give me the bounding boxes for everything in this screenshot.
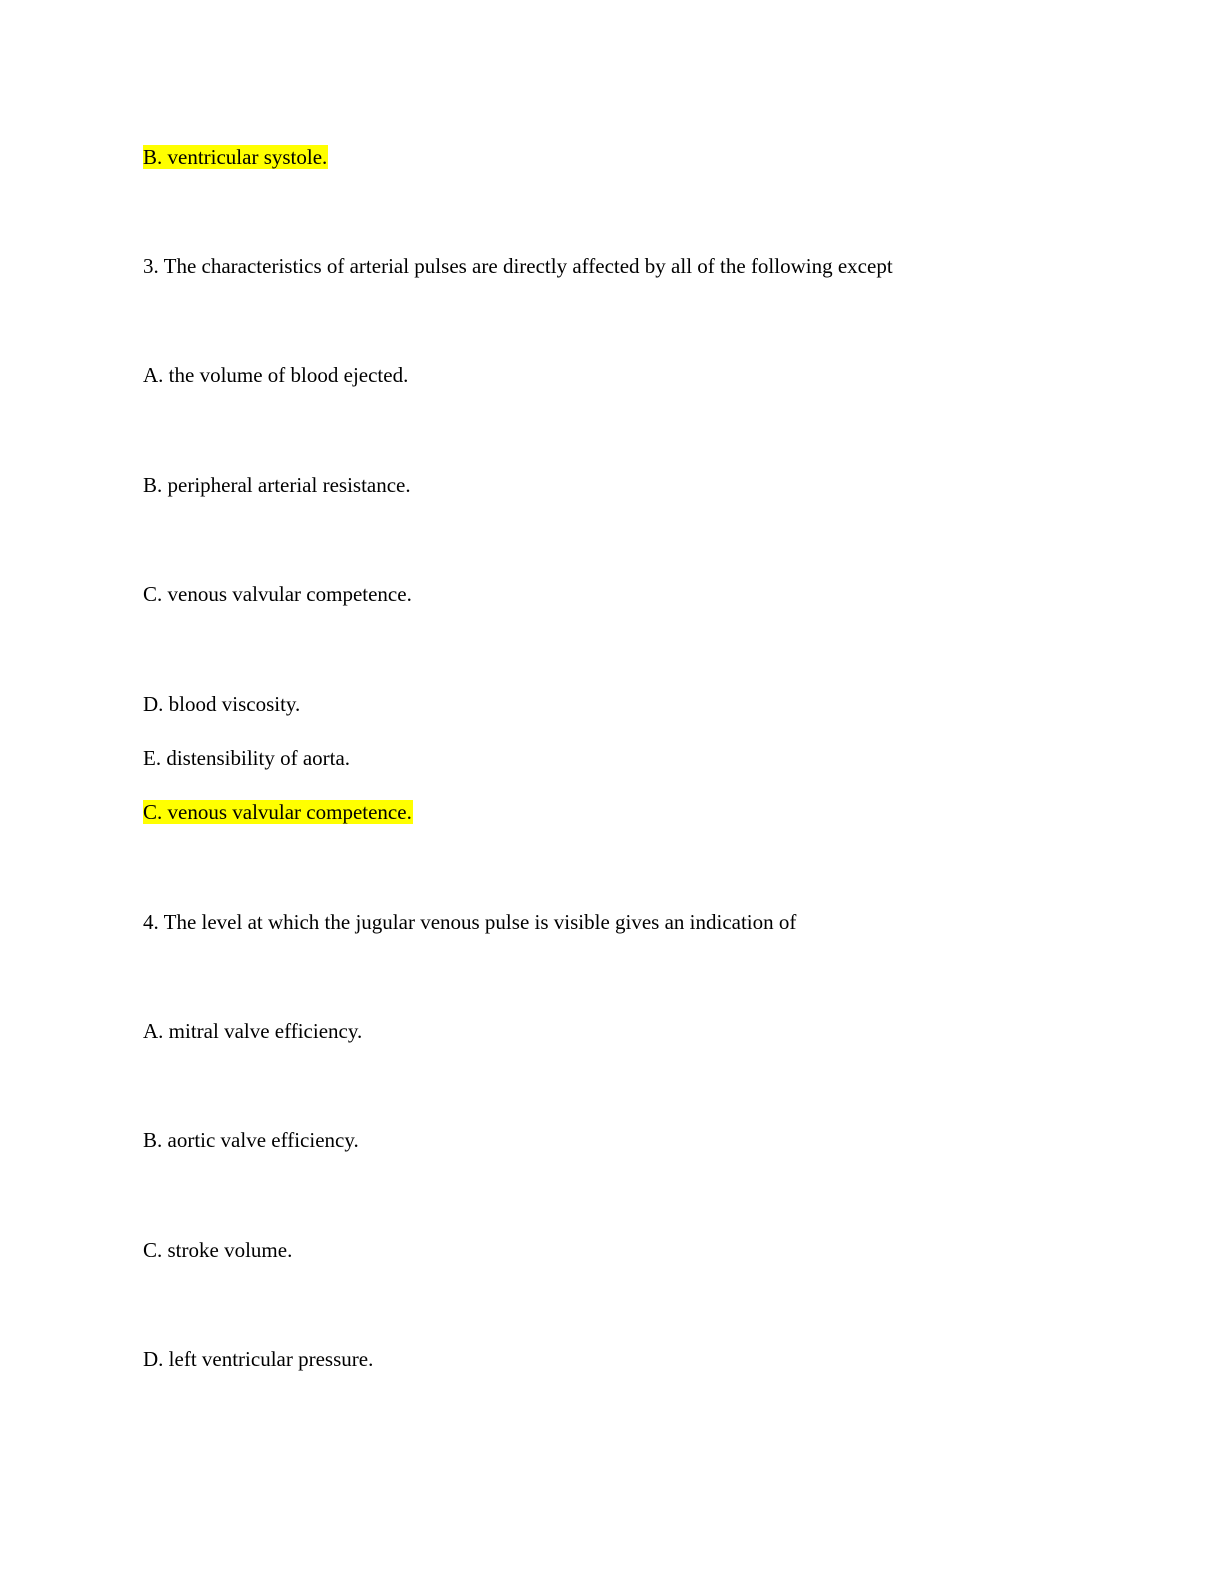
option-d: D. left ventricular pressure. bbox=[143, 1347, 374, 1371]
option-a: A. the volume of blood ejected. bbox=[143, 363, 409, 387]
option-a: A. mitral valve efficiency. bbox=[143, 1019, 363, 1043]
answer-highlight-q2 bbox=[143, 144, 328, 170]
answer-text: C. venous valvular competence. bbox=[143, 800, 412, 824]
option-c: C. stroke volume. bbox=[143, 1238, 293, 1262]
question-3: 3. The characteristics of arterial pulses are directly affected by all of the following except bbox=[143, 254, 893, 278]
question-4: 4. The level at which the jugular venous pulse is visible gives an indication of bbox=[143, 910, 797, 934]
answer-text: B. ventricular systole. bbox=[143, 145, 328, 169]
option-e: E. distensibility of aorta. bbox=[143, 746, 351, 770]
option-d: D. blood viscosity. bbox=[143, 692, 301, 716]
option-b: B. peripheral arterial resistance. bbox=[143, 473, 411, 497]
option-b: B. aortic valve efficiency. bbox=[143, 1128, 359, 1152]
answer-highlight-q3 bbox=[143, 799, 413, 825]
option-c: C. venous valvular competence. bbox=[143, 582, 412, 606]
